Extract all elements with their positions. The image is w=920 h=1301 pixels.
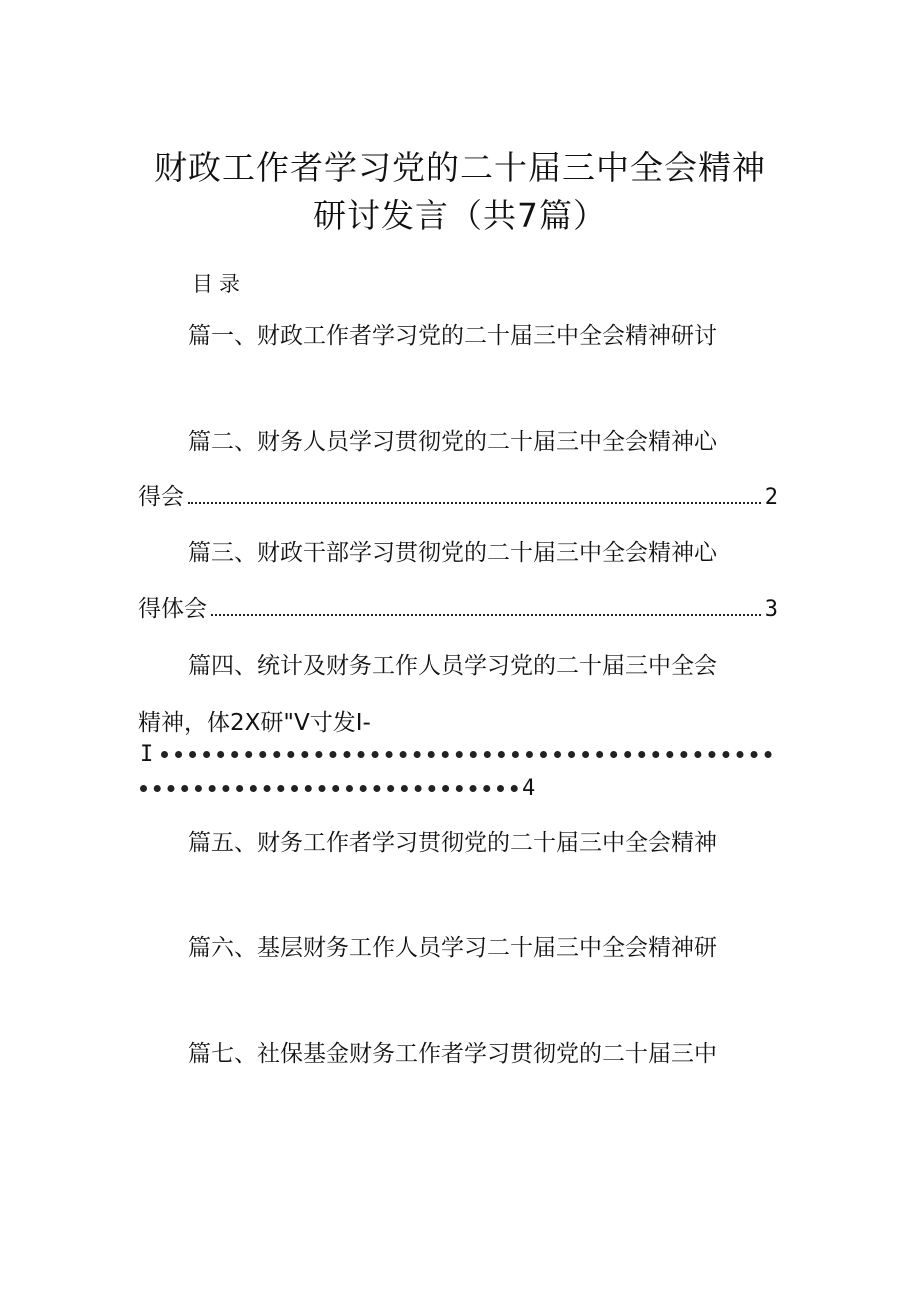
toc-entry-2[interactable]: 篇二、财务人员学习贯彻党的二十届三中全会精神心 [188,429,717,455]
dot-leader [211,614,761,616]
toc-entry-4-leader-row-2 [140,776,537,801]
toc-entry-4-page: 4 [522,776,538,801]
toc-entry-3-page: 3 [764,597,778,622]
dot-leader [140,785,518,792]
dot-leader [188,502,761,504]
toc-entry-4-leader-row-1 [140,742,772,767]
toc-entry-1[interactable]: 篇一、财政工作者学习党的二十届三中全会精神研讨 [188,323,717,349]
toc-entry-2-line-2: 得会 [138,484,184,510]
toc-entry-2-page: 2 [764,485,778,510]
toc-entry-3[interactable]: 篇三、财政干部学习贯彻党的二十届三中全会精神心 [188,540,717,566]
document-title-line-2: 研讨发言（共7篇） [313,196,607,235]
toc-entry-4-line-2: 精神，体2X研"V寸发I- [138,710,371,736]
toc-entry-7[interactable]: 篇七、社保基金财务工作者学习贯彻党的二十届三中 [188,1041,717,1067]
dot-leader [161,751,772,758]
toc-entry-3-continuation[interactable] [138,594,778,625]
toc-entry-3-line-2: 得体会 [138,596,207,622]
toc-entry-4[interactable]: 篇四、统计及财务工作人员学习党的二十届三中全会 [188,653,717,679]
document-title-line-1: 财政工作者学习党的二十届三中全会精神 [154,148,766,187]
toc-entry-5[interactable]: 篇五、财务工作者学习贯彻党的二十届三中全会精神 [188,830,717,856]
toc-entry-6[interactable]: 篇六、基层财务工作人员学习二十届三中全会精神研 [188,935,717,961]
toc-entry-4-line-3: I [140,742,156,767]
toc-entry-2-continuation[interactable] [138,482,778,513]
toc-heading: 目录 [192,272,246,296]
